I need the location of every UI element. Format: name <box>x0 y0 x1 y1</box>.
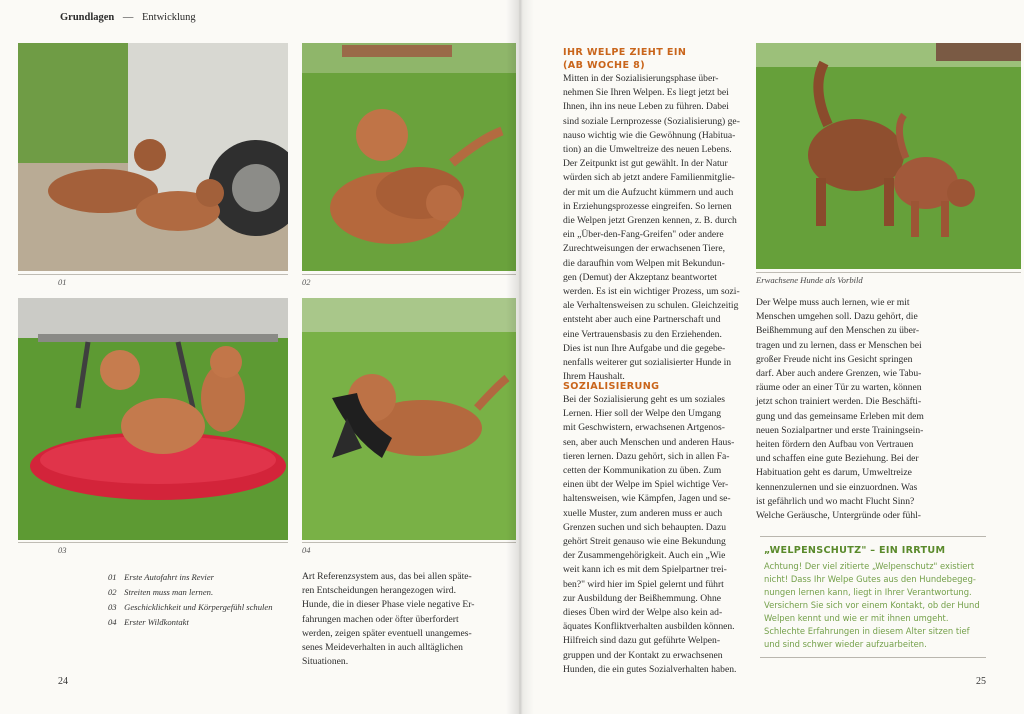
text-line: ein „Über-den-Fang-Greifen" oder andere <box>563 229 724 241</box>
text-line: Mitten in der Sozialisierungsphase über- <box>563 73 719 84</box>
section-heading: (AB WOCHE 8) <box>563 60 646 71</box>
info-box-title: „WELPENSCHUTZ" – EIN IRRTUM <box>764 545 946 556</box>
photo-rule <box>18 274 288 275</box>
legend-item <box>108 615 273 630</box>
text-line: jetzt schon trainiert werden. Die Beschäfti- <box>756 396 922 408</box>
legend-text: Erster Wildkontakt <box>124 617 189 627</box>
text-line: werden, zeigen später eventuell unangemes- <box>302 627 472 639</box>
text-line: Welche Geräusche, Untergründe oder fühl- <box>756 510 922 522</box>
running-head <box>60 12 196 23</box>
text-line: Art Referenzsystem aus, das bei allen späte- <box>302 571 472 582</box>
text-line: weit kann ich es mit dem Spielpartner trei- <box>563 564 727 576</box>
section-heading: IHR WELPE ZIEHT EIN <box>563 47 687 58</box>
legend-item <box>108 600 273 615</box>
text-line: Hilfreich sind dazu gut geführte Welpen- <box>563 635 721 647</box>
photo-number: 03 <box>58 545 67 555</box>
text-line: räume oder an einer Tür zu warten, können <box>756 382 922 394</box>
text-line: der mit um die Aufzucht kümmern und auch <box>563 186 734 198</box>
text-line: tragen und zu lernen, dass er Menschen bei <box>756 339 922 351</box>
text-line: fahrungen machen oder öfter überfordert <box>302 613 459 625</box>
text-line: Lernen. Hier soll der Welpe den Umgang <box>563 408 722 420</box>
page-number-right: 25 <box>976 676 986 687</box>
text-line: sen, aber auch Menschen und anderen Haus- <box>563 436 735 448</box>
photo-puppy-with-game <box>302 298 516 540</box>
text-line: ren Entscheidungen herangezogen wird. <box>302 585 456 597</box>
text-line: gung und das gemeinsame Erleben mit dem <box>756 410 924 422</box>
section-puppy-moves-in <box>563 46 753 384</box>
text-line: heiten fördern den Aufbau von Vertrauen <box>756 439 914 451</box>
text-line: tion) an die Umweltreize des neuen Lebens. <box>563 144 732 156</box>
text-line: und sind schwer wieder aufzuarbeiten. <box>764 639 927 649</box>
photo-rule <box>302 542 516 543</box>
text-line: Beißhemmung auf den Menschen zu über- <box>756 325 920 337</box>
text-line: einen übt der Welpe im Spiel wichtige Ver- <box>563 479 729 491</box>
box-rule-top <box>760 536 986 537</box>
text-line: haltensweisen, wie Kämpfen, Jagen und se- <box>563 493 731 505</box>
legend-number: 04 <box>108 617 117 627</box>
text-line: senes Meideverhalten in auch alltäglichen <box>302 642 463 654</box>
running-head-section: Entwicklung <box>142 12 196 23</box>
text-line: die Welpen jetzt Grenzen kennen, z. B. durch <box>563 215 737 227</box>
caption-legend <box>108 570 273 630</box>
text-line: gruppen und der Kontakt zu erwachsenen <box>563 649 723 661</box>
text-line: und schaffen eine gute Beziehung. Bei der <box>756 453 919 465</box>
text-line: Zurechtweisungen der erwachsenen Tiere, <box>563 243 725 255</box>
text-line: Achtung! Der viel zitierte „Welpenschutz" existiert <box>764 561 975 571</box>
text-line: ben?" wird hier im Spiel gelernt und führt <box>563 578 724 590</box>
photo-number: 02 <box>302 277 311 287</box>
text-line: Hunden, die ein gutes Sozialverhalten haben. <box>563 663 737 675</box>
legend-text: Streiten muss man lernen. <box>124 587 214 597</box>
text-line: nungen lernen kann, liegt in Ihrer Verantwortung. <box>764 587 972 597</box>
page-number-left: 24 <box>58 676 68 687</box>
legend-number: 03 <box>108 602 117 612</box>
text-line: neuen Sozialpartner und erste Trainingsein- <box>756 424 924 436</box>
info-box-puppy-protection <box>760 536 986 658</box>
text-line: Grenzen suchen und sich behaupten. Dazu <box>563 521 727 533</box>
photo-puppies-by-car <box>18 43 288 271</box>
legend-item <box>108 585 273 600</box>
text-line: äquates Konfliktverhalten ausbilden können. <box>563 621 735 633</box>
text-line: in Erziehungsprozesse eingreifen. So lernen <box>563 200 732 212</box>
right-column-body-text <box>756 296 996 523</box>
info-box-text <box>764 560 986 651</box>
text-line: kennenzulernen und sie einzuordnen. Was <box>756 481 918 493</box>
text-line: Situationen. <box>302 656 349 668</box>
text-line: Hunde, die in dieser Phase viele negative Er- <box>302 599 475 611</box>
text-line: Welpen kennt und wie er mit ihnen umgeht. <box>764 613 949 623</box>
adult-dog-and-puppy-photo-icon <box>756 43 1021 269</box>
text-line: Dies ist nun Ihre Aufgabe und die gegebe- <box>563 342 726 354</box>
text-line: eine Vertrauensbasis zu den Erziehenden. <box>563 328 722 340</box>
puppy-with-game-photo-icon <box>302 298 516 540</box>
text-line: Der Zeitpunkt ist gut gewählt. In der Natur <box>563 158 728 170</box>
legend-text: Erste Autofahrt ins Revier <box>124 572 214 582</box>
text-line: Versichern Sie sich vor einem Kontakt, ob der Hund <box>764 600 980 610</box>
text-line: Ihrem Haushalt. <box>563 371 625 383</box>
running-head-title: Grundlagen <box>60 12 115 23</box>
photo-number: 01 <box>58 277 67 287</box>
puppies-fighting-photo-icon <box>302 43 516 271</box>
text-line: darf. Aber auch andere Grenzen, wie Tabu- <box>756 368 922 380</box>
photo-number: 04 <box>302 545 311 555</box>
text-line: dieses Üben wird der Welpe also kein ad- <box>563 607 723 619</box>
text-line: Ihnen, ihn ins neue Leben zu führen. Dabei <box>563 101 729 113</box>
text-line: Schlechte Erfahrungen in diesem Alter sitzen tief <box>764 626 970 636</box>
puppies-on-balance-board-photo-icon <box>18 298 288 540</box>
text-line: sind soziale Lernprozesse (Sozialisierung) ge- <box>563 115 740 127</box>
box-rule-bottom <box>760 657 986 658</box>
text-line: Menschen umgehen soll. Dazu gehört, die <box>756 311 918 323</box>
text-line: der Zusammengehörigkeit. Auch ein „Wie <box>563 550 726 562</box>
book-gutter <box>506 0 534 714</box>
text-line: ale Verhaltensweisen zu schulen. Gleichzeitig <box>563 300 739 312</box>
photo-puppies-fighting <box>302 43 516 271</box>
text-line: würden sich ab jetzt andere Familienmitglie- <box>563 172 735 184</box>
section-heading: SOZIALISIERUNG <box>563 381 660 392</box>
text-line: zur Ausbildung der Beißhemmung. Ohne <box>563 592 722 604</box>
text-line: nehmen Sie Ihren Welpen. Es liegt jetzt bei <box>563 87 729 99</box>
text-line: großer Freude nicht ins Gesicht springen <box>756 353 913 365</box>
text-line: die daraufhin vom Welpen mit Bekundun- <box>563 257 725 269</box>
text-line: tieren lernen. Dazu gehört, sich in allen Fa- <box>563 450 730 462</box>
photo-puppies-on-balance-board <box>18 298 288 540</box>
legend-number: 02 <box>108 587 117 597</box>
text-line: mit Geschwistern, erwachsenen Artgenos- <box>563 422 725 434</box>
running-head-separator: — <box>122 12 134 23</box>
photo-adult-dog-and-puppy <box>756 43 1021 269</box>
text-line: cetten der Kommunikation zu üben. Zum <box>563 465 722 477</box>
text-line: gehört Streit genauso wie eine Bekundung <box>563 536 726 548</box>
photo-rule <box>18 542 288 543</box>
text-line: entsteht aber auch eine Partnerschaft und <box>563 314 721 326</box>
legend-item <box>108 570 273 585</box>
text-line: xuelle Muster, zum anderen muss er auch <box>563 507 723 519</box>
section-socialization <box>563 380 753 677</box>
text-line: gen (Demut) der Akzeptanz beantwortet <box>563 271 717 283</box>
puppies-by-car-photo-icon <box>18 43 288 271</box>
photo-rule <box>302 274 516 275</box>
photo-rule <box>756 272 1021 273</box>
text-line: werden. Es ist ein wichtiger Prozess, um sozi- <box>563 286 740 298</box>
text-line: nauso wichtig wie die Gewöhnung (Habitua- <box>563 129 736 141</box>
text-line: nicht! Dass Ihr Welpe Gutes aus den Hundebegeg- <box>764 574 976 584</box>
text-line: Bei der Sozialisierung geht es um soziales <box>563 394 725 405</box>
image-caption: Erwachsene Hunde als Vorbild <box>756 275 863 285</box>
legend-number: 01 <box>108 572 117 582</box>
text-line: Habituation geht es darum, Umweltreize <box>756 467 912 479</box>
text-line: ist gefährlich und wo macht Flucht Sinn? <box>756 495 915 507</box>
left-page-body-text <box>302 570 516 669</box>
text-line: nenfalls weiterer gut sozialisierter Hunde in <box>563 357 732 369</box>
legend-text: Geschicklichkeit und Körpergefühl schulen <box>124 602 273 612</box>
text-line: Der Welpe muss auch lernen, wie er mit <box>756 297 910 308</box>
